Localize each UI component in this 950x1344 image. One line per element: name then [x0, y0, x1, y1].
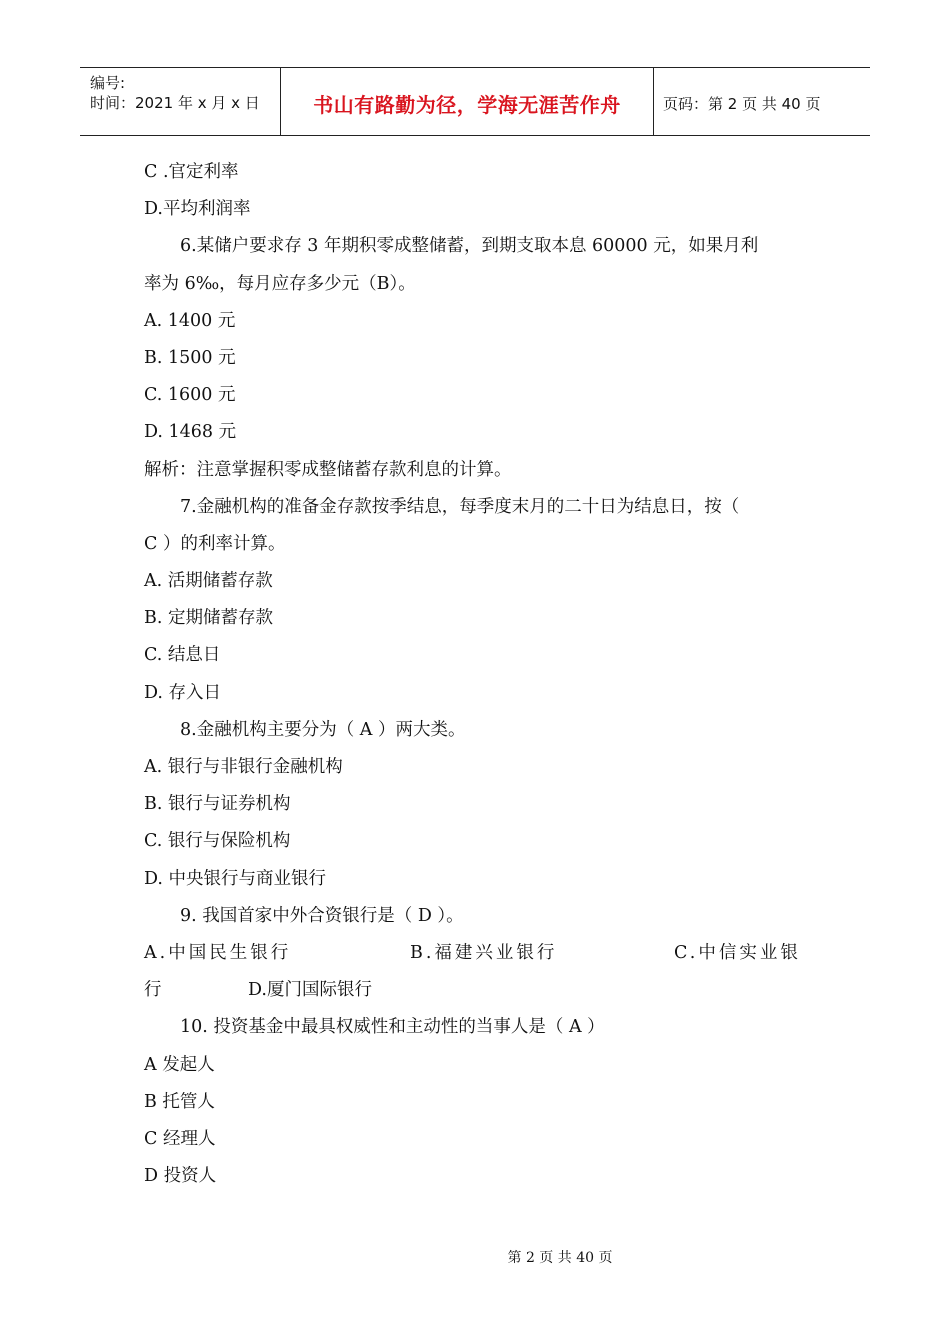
document-body: [144, 156, 810, 1197]
document-number-label: 编号:: [90, 74, 126, 92]
q6-stem-line2: 率为 6‰，每月应存多少元（B）。: [144, 273, 416, 294]
q5-option-c: C .官定利率: [144, 162, 239, 182]
q6-stem-line1: 6.某储户要求存 3 年期积零成整储蓄，到期支取本息 60000 元，如果月利: [180, 236, 759, 257]
q6-option-d: D. 1468 元: [144, 422, 237, 443]
q10-stem: 10. 投资基金中最具权威性和主动性的当事人是（ A ）: [180, 1017, 605, 1038]
header-page-number: 页码：第 2 页 共 40 页: [663, 94, 821, 113]
document-date-label: 时间：2021 年 x 月 x 日: [90, 94, 260, 112]
header-motto-cell: [281, 68, 654, 135]
q9-option-c-continued: 行: [144, 980, 162, 1001]
q8-option-c: C. 银行与保险机构: [144, 831, 291, 852]
q9-options-row2: [144, 974, 810, 1011]
q7-stem-line2: C ）的利率计算。: [144, 533, 286, 554]
q9-stem: 9. 我国首家中外合资银行是（ D ）。: [180, 905, 464, 926]
q10-option-c: C 经理人: [144, 1128, 216, 1149]
q7-option-a: A. 活期储蓄存款: [144, 571, 273, 592]
q7-option-c: C. 结息日: [144, 645, 221, 666]
q9-option-d: D.厦门国际银行: [248, 980, 372, 1001]
q8-option-d: D. 中央银行与商业银行: [144, 868, 327, 889]
q6-option-b: B. 1500 元: [144, 347, 236, 368]
q9-option-a: A.中国民生银行: [144, 942, 292, 963]
q9-option-b: B.福建兴业银行: [410, 942, 558, 963]
q6-option-a: A. 1400 元: [144, 310, 236, 331]
q6-explanation: 解析：注意掌握积零成整储蓄存款利息的计算。: [144, 459, 512, 480]
q6-option-c: C. 1600 元: [144, 385, 236, 406]
header-meta-cell: [80, 68, 281, 135]
q10-option-a: A 发起人: [144, 1054, 215, 1075]
q8-option-b: B. 银行与证券机构: [144, 794, 291, 815]
q9-options-row: [144, 937, 810, 974]
q7-stem-line1: 7.金融机构的准备金存款按季结息，每季度末月的二十日为结息日，按（: [180, 496, 740, 517]
q7-option-b: B. 定期储蓄存款: [144, 608, 273, 629]
q10-option-d: D 投资人: [144, 1166, 217, 1187]
header-page-cell: [654, 68, 870, 135]
q8-stem: 8.金融机构主要分为（ A ）两大类。: [180, 719, 466, 740]
page-footer: 第 2 页 共 40 页: [507, 1250, 613, 1266]
motto-text: 书山有路勤为径，学海无涯苦作舟: [313, 93, 621, 117]
q5-option-d: D.平均利润率: [144, 199, 251, 220]
q8-option-a: A. 银行与非银行金融机构: [144, 757, 343, 777]
q7-option-d: D. 存入日: [144, 682, 222, 703]
page-header: [80, 67, 870, 136]
q10-option-b: B 托管人: [144, 1091, 215, 1112]
q9-option-c: C.中信实业银: [674, 942, 801, 963]
